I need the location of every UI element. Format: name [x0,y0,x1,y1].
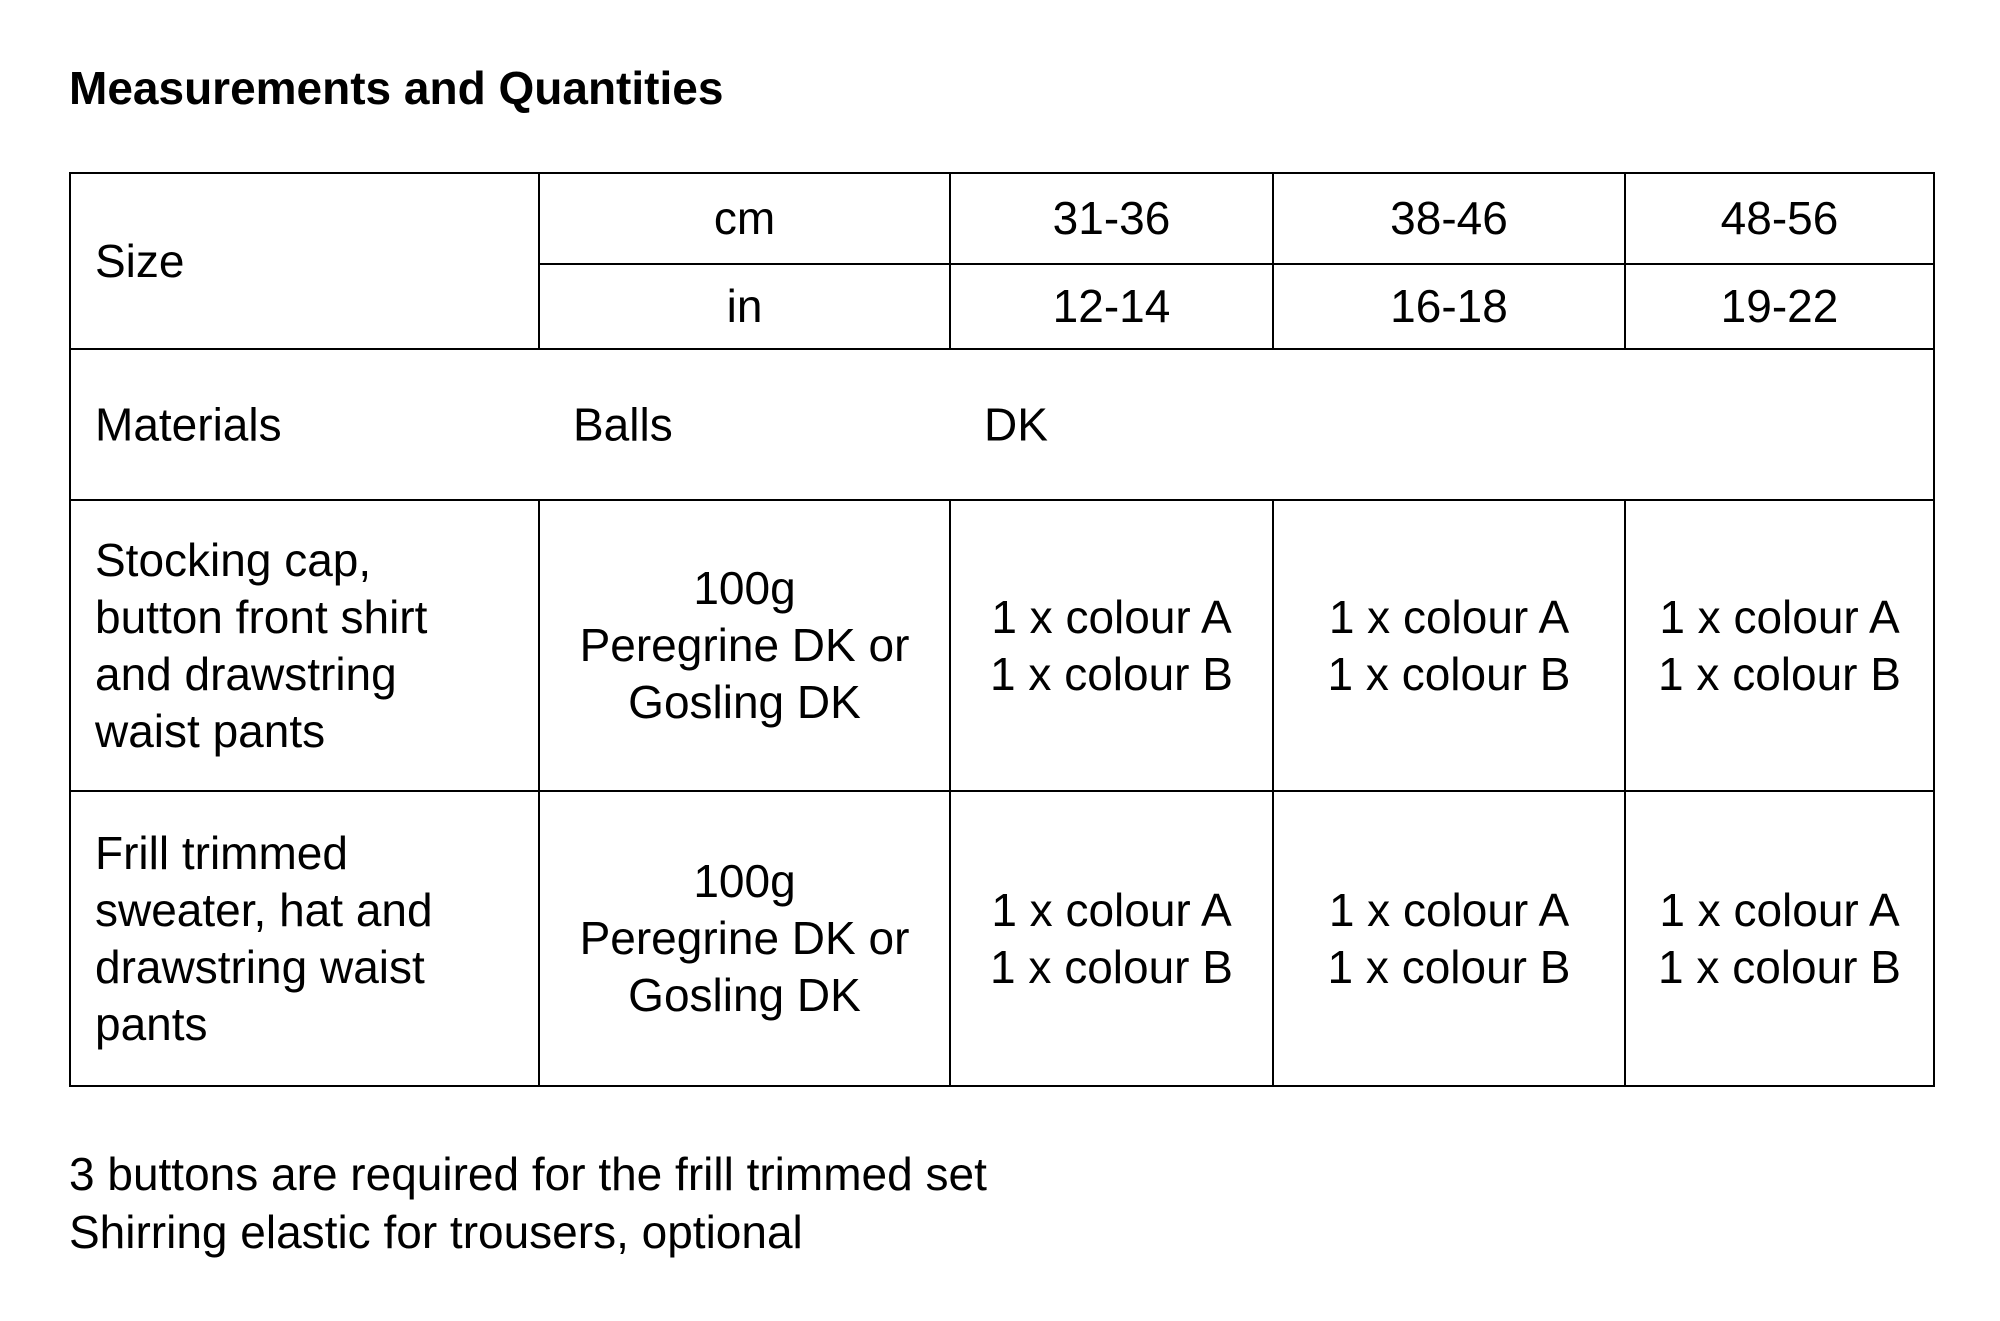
yarn-cell [539,791,950,1086]
quantity-line: 1 x colour A [1659,590,1900,643]
yarn-line: Peregrine DK or [579,619,910,671]
item-name-line: button front shirt [95,590,428,643]
materials-label: Materials [95,398,282,450]
quantity-cell [1273,791,1625,1086]
size-cm-3: 48-56 [1625,173,1934,264]
quantity-line: 1 x colour A [1328,590,1570,643]
balls-label: Balls [573,398,673,450]
unit-cm: cm [539,173,950,264]
size-row-cm [70,173,1934,264]
note-line: Shirring elastic for trousers, optional [69,1206,803,1258]
page-title: Measurements and Quantities [69,62,724,114]
unit-in: in [539,264,950,349]
yarn-line: 100g [693,855,796,907]
item-name-line: waist pants [95,704,326,757]
size-label: Size [70,173,539,349]
size-cm-2: 38-46 [1273,173,1625,264]
quantity-line: 1 x colour B [1327,647,1571,700]
size-in-1: 12-14 [950,264,1273,349]
notes [69,1145,987,1261]
item-name-line: Stocking cap, [95,533,372,586]
quantity-cell [1273,500,1625,791]
item-row-2 [70,791,1934,1086]
quantity-line: 1 x colour A [991,883,1232,936]
materials-cell [70,349,1934,500]
size-in-2: 16-18 [1273,264,1625,349]
item-row-1 [70,500,1934,791]
quantity-line: 1 x colour B [990,940,1233,993]
item-name-line: sweater, hat and [95,883,433,936]
weight-label: DK [984,398,1048,450]
yarn-line: 100g [693,562,796,614]
size-in-3: 19-22 [1625,264,1934,349]
quantity-cell [950,791,1273,1086]
item-name-line: Frill trimmed [95,826,348,879]
quantity-line: 1 x colour A [991,590,1232,643]
size-cm-1: 31-36 [950,173,1273,264]
yarn-cell [539,500,950,791]
materials-row [70,349,1934,500]
quantity-cell [950,500,1273,791]
quantity-cell [1625,500,1934,791]
note-line: 3 buttons are required for the frill trimmed set [69,1148,987,1200]
quantity-line: 1 x colour B [1327,940,1571,993]
item-name-line: and drawstring [95,647,397,700]
quantity-line: 1 x colour B [990,647,1233,700]
item-name-line: pants [95,997,208,1050]
measurements-table [69,172,1935,1087]
quantity-line: 1 x colour A [1328,883,1570,936]
quantity-line: 1 x colour A [1659,883,1900,936]
item-name [70,500,539,791]
yarn-line: Gosling DK [628,676,861,728]
item-name-line: drawstring waist [95,940,425,993]
yarn-line: Gosling DK [628,969,861,1021]
yarn-line: Peregrine DK or [579,912,910,964]
quantity-line: 1 x colour B [1658,940,1901,993]
item-name [70,791,539,1086]
quantity-line: 1 x colour B [1658,647,1901,700]
quantity-cell [1625,791,1934,1086]
